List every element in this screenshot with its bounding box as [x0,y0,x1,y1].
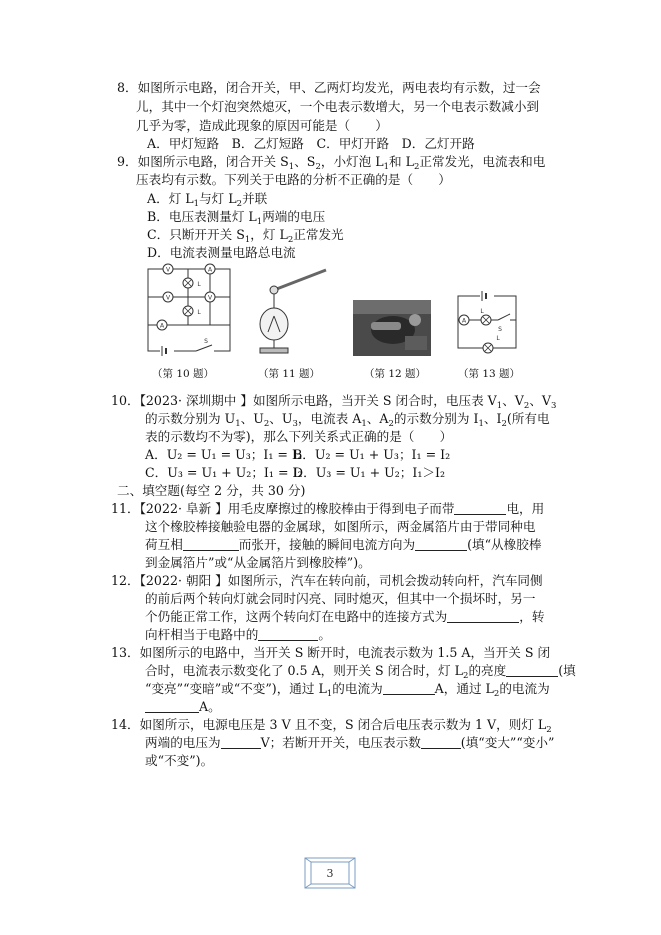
page-number: 3 [326,867,334,880]
q10-option-d: D．U₃ = U₁ + U₂；I₁＞I₂ [293,465,446,480]
q12-line3: 个仍能正常工作，这两个转向灯在电路中的连接方式为 ，转 [145,609,545,624]
q8-options: A．甲灯短路 B．乙灯短路 C．甲灯开路 D．乙灯开路 [147,136,475,151]
q14-line2: 两端的电压为 V；若断开开关，电压表示数 (填“变大”“变小” [145,735,555,750]
q12-blank-1[interactable] [447,610,519,623]
figure-12-caption: （第 12 题） [364,368,427,380]
q11-line2: 这个橡胶棒接触验电器的金属球，如图所示，两金属箔片由于带同种电 [145,519,536,534]
q12-line1: 12．【2022· 朝阳 】如图所示，汽车在转向前，司机会拨动转向杆，汽车同侧 [111,573,543,588]
lamp-l1-label: L [480,308,484,315]
q9-option-c: C．只断开开关 $S_1$，灯 $L_2$正常发光 [147,227,344,245]
q11-blank-1[interactable] [454,502,506,515]
q9-option-b: B．电压表测量灯 $L_1$两端的电压 [147,209,326,227]
q13-line4: A。 [145,699,221,715]
q10-line2: 的示数分别为 $U_1$、$U_2$、$U_3$，电流表 $A_1$、$A_2$的示数分别为 $I_1$、$I_2$(所有电 [145,411,550,429]
q8-line2: 儿，其中一个灯泡突然熄灭，一个电表示数增大，另一个电表示数减小到 [136,99,539,114]
voltmeter-v3-label: V [207,294,213,302]
q13-line3: “变亮”“变暗”或“不变”)，通过 $L_1$的电流为 A，通过 $L_2$的电流为 [145,681,550,699]
q8-line3: 几乎为零，造成此现象的原因可能是（ ） [136,118,388,133]
q12-blank-2[interactable] [258,628,318,641]
section-2-heading: 二、填空题(每空 2 分，共 30 分) [117,483,306,498]
q14-line3: 或“不变”)。 [145,753,214,768]
q13-line2: 合时，电流表示数变化了 0.5 A，则开关 S 闭合时，灯 $L_2$的亮度 (填 [145,663,576,681]
figure-13-circuit [452,288,522,358]
q11-line3: 荷互相 而张开，接触的瞬间电流方向为 (填“从橡胶棒 [145,537,542,552]
q9-option-a: A．灯 $L_1$与灯 $L_2$并联 [147,191,268,209]
q11-blank-3[interactable] [415,538,467,551]
lamp-l2-label: L [496,335,500,342]
figure-11-electroscope [246,266,332,358]
q11-line4: 到金属箔片”或“从金属箔片到橡胶棒”)。 [145,555,371,570]
switch-s-label: S [204,338,208,345]
q13-blank-1[interactable] [506,664,558,677]
q14-line1: 14．如图所示，电源电压是 3 V 且不变，S 闭合后电压表示数为 1 V，则灯 $L_2$ [111,717,552,735]
lamp-l1-label: L [197,281,201,288]
figure-12-car-photo [353,300,431,356]
figure-11-caption: （第 11 题） [258,368,321,380]
q8-line1: 8．如图所示电路，闭合开关，甲、乙两灯均发光，两电表均有示数，过一会 [117,80,541,95]
voltmeter-v2-label: V [165,294,171,302]
q9-line1: 9．如图所示电路，闭合开关 $S_1$、$S_2$，小灯泡 $L_1$和 $L_2$正常发光，电流表和电 [117,154,546,172]
q11-blank-2[interactable] [183,538,239,551]
figure-13-caption: （第 13 题） [458,368,521,380]
q10-line1: 10．【2023· 深圳期中 】如图所示电路，当开关 S 闭合时，电压表 $V_1$、$V_2$、$V_3$ [111,393,557,411]
q12-line4: 向杆相当于电路中的 。 [145,627,331,642]
ammeter-label: A [461,317,467,325]
q10-option-a: A．U₂ = U₁ = U₃；I₁ = I₂ [145,447,302,462]
lamp-l2-label: L [197,309,201,316]
voltmeter-v1-label: V [165,266,171,274]
q13-line1: 13．如图所示的电路中，当开关 S 断开时，电流表示数为 1.5 A，当开关 S 闭 [111,645,551,660]
page-number-box [303,856,357,890]
q14-blank-1[interactable] [221,736,261,749]
q14-blank-2[interactable] [421,736,461,749]
q13-blank-2[interactable] [383,682,435,695]
q9-option-d: D．电流表测量电路总电流 [147,245,296,260]
figure-10-caption: （第 10 题） [152,368,215,380]
q11-line1: 11．【2022· 阜新 】用毛皮摩擦过的橡胶棒由于得到电子而带 电，用 [111,501,545,516]
q10-option-c: C．U₃ = U₁ + U₂；I₁ = I₂ [145,465,303,480]
q10-line3: 表的示数均不为零)，那么下列关系式正确的是（ ） [145,429,453,444]
ammeter-a2-label: A [159,322,165,330]
ammeter-a1-label: A [207,266,213,274]
q10-option-b: B．U₂ = U₁ + U₃；I₁ = I₂ [293,447,451,462]
q12-line2: 的前后两个转向灯就会同时闪亮、同时熄灭，但其中一个损坏时，另一 [145,591,536,606]
q9-line2: 压表均有示数。下列关于电路的分析不正确的是（ ） [136,172,451,187]
figure-10-circuit [140,263,236,359]
q13-blank-3[interactable] [145,700,199,713]
switch-s-label: S [498,326,502,333]
